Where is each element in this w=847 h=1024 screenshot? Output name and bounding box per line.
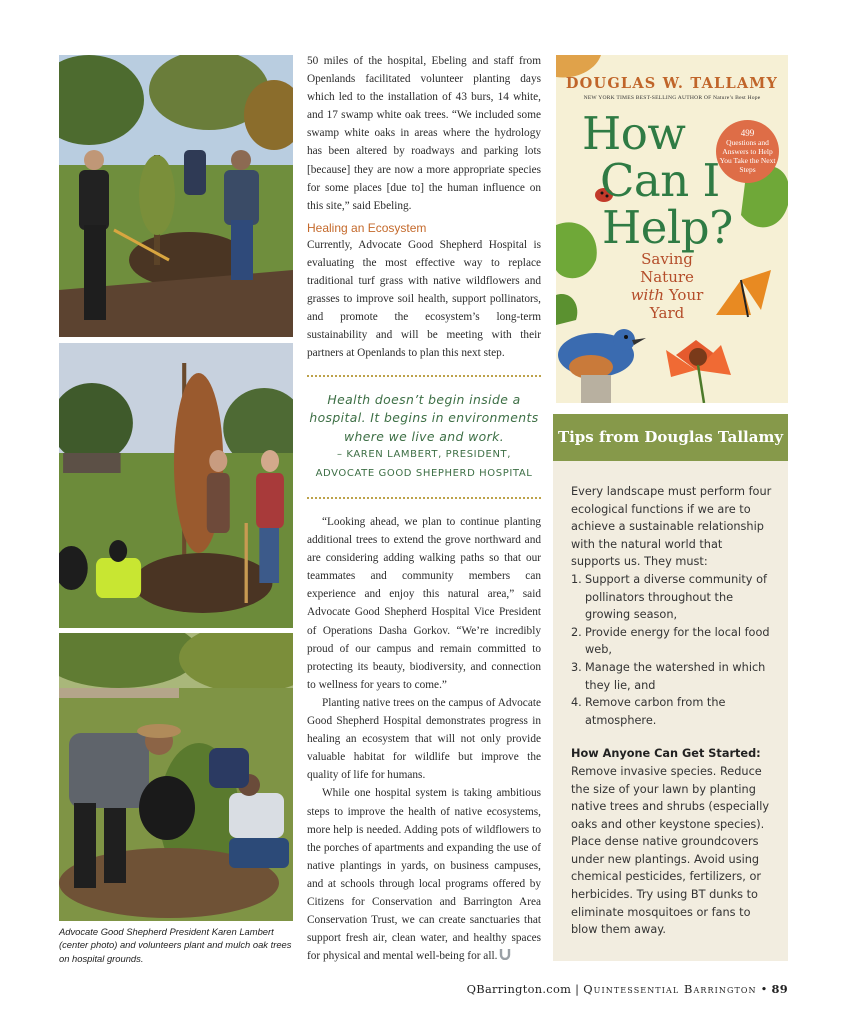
tips-heading: Tips from Douglas Tallamy — [553, 414, 788, 461]
badge-text: Questions and Answers to Help You Take the Next Steps — [719, 138, 776, 174]
list-item-text: Remove carbon from the atmosphere. — [585, 696, 726, 727]
footer-magazine-name: Quintessential Barrington — [583, 982, 757, 996]
book-title — [582, 107, 733, 254]
book-tagline: NEW YORK TIMES BEST-SELLING AUTHOR OF Nature’s Best Hope — [583, 95, 761, 101]
list-item — [571, 624, 774, 659]
list-number: 2. — [571, 625, 582, 639]
tips-intro: Every landscape must perform four ecological functions if we are to achieve a sustainable relationship with the natural world that supports us. They must: — [571, 485, 772, 569]
list-item-text: Support a diverse community of pollinators throughout the growing season, — [585, 572, 767, 622]
photo-3-illustration — [59, 633, 293, 921]
photo-2-illustration — [59, 343, 293, 628]
tips-subheading: How Anyone Can Get Started: — [571, 747, 761, 761]
photo-volunteers-mulching — [59, 633, 293, 921]
pull-quote — [307, 375, 541, 500]
article-paragraph: 50 miles of the hospital, Ebeling and staff from Openlands facilitated volunteer planting days which led to the installation of 43 burs, 14 white, and 17 swamp white oak trees. “We included some swamp white oaks in areas where the hydrology has been altered by roadways and parking lots [because] they are now a more appropriate species for some places [due to] the human influence on this site,” said Ebeling. — [307, 55, 541, 212]
book-subtitle — [612, 250, 722, 322]
page-footer — [440, 982, 788, 996]
tips-sidebar — [553, 461, 788, 961]
book-subtitle-line: Nature — [640, 268, 694, 286]
footer-site-link[interactable]: QBarrington.com — [466, 982, 572, 996]
footer-separator: | — [575, 982, 580, 996]
list-item — [571, 694, 774, 729]
list-number: 3. — [571, 660, 582, 674]
book-subtitle-line: Yard — [649, 304, 685, 322]
book-subtitle-line: Saving — [641, 250, 693, 268]
badge-number: 499 — [740, 128, 755, 138]
footer-bullet: • — [760, 982, 768, 996]
page-number: 89 — [771, 982, 788, 996]
photo-karen-lambert-planting — [59, 343, 293, 628]
photo-1-illustration — [59, 55, 293, 337]
article-paragraph: Currently, Advocate Good Shepherd Hospital is evaluating the most effective way to replace traditional turf grass with native wildflowers and grasses to improve soil health, support pollinators, and promote the ecosystem’s long-term sustainability and will be meeting with their partners at Openlands to plan this next step. — [307, 238, 541, 360]
tips-body: Remove invasive species. Reduce the size of your lawn by planting native trees and shrubs (especially oaks and other keystone species). Place dense native groundcovers under new plantings. Avoid using chemical pesticides, fertilizers, or herbicides. Try using BT dunks to eliminate mosquitoes or fans to blow them away. — [571, 764, 770, 937]
photo-caption: Advocate Good Shepherd President Karen Lambert (center photo) and volunteers plant and mulch oak trees on hospital grounds. — [59, 926, 292, 964]
book-subtitle-your: Your — [668, 286, 704, 304]
photo-volunteers-shoveling — [59, 55, 293, 337]
horseshoe-end-mark-icon — [499, 948, 511, 960]
article-column — [307, 52, 541, 965]
list-item-text: Manage the watershed in which they lie, and — [585, 660, 766, 692]
book-title-line: Help? — [602, 201, 733, 254]
article-paragraph: While one hospital system is taking ambitious steps to improve the health of native ecosystems, more help is needed. Adding pots of wildflowers to the porches of apartments and expanding the use of native plantings in yards, on business campuses, and at schools through local programs offered by Citizens for Conservation and Barrington Area Conservation Trust, we can create sanctuaries that support fresh air, clean water, and healthy spaces for physical and mental well-being for all. — [307, 787, 541, 963]
list-item-text: Provide energy for the local food web, — [585, 625, 770, 657]
article-paragraph: Planting native trees on the campus of Advocate Good Shepherd Hospital demonstrates progress in healing an ecosystem that will not only provide valuable habitat for wildlife but improve the quality of life for humans. — [307, 696, 541, 782]
book-badge — [716, 120, 779, 183]
list-item — [571, 571, 774, 624]
article-paragraph: “Looking ahead, we plan to continue planting additional trees to extend the grove northward and are considering adding walking paths so that our teammates and community members can experience and enjoy this natural area,” said Advocate Good Shepherd Hospital Vice President of Operations Dasha Gorkov. “We’re incredibly proud of our campus and remain committed to protecting its beauty, biodiversity, and connection to wellness for years to come.” — [307, 516, 541, 691]
tips-list — [571, 571, 774, 729]
book-author: DOUGLAS W. TALLAMY — [565, 75, 779, 92]
list-number: 1. — [571, 572, 582, 586]
list-number: 4. — [571, 696, 582, 710]
book-cover — [556, 55, 788, 403]
pull-quote-attribution: – KAREN LAMBERT, PRESIDENT, ADVOCATE GOOD SHEPHERD HOSPITAL — [315, 449, 533, 479]
book-subtitle-with: with — [630, 286, 665, 304]
section-heading: Healing an Ecosystem — [307, 220, 427, 235]
book-title-line: How — [582, 107, 686, 160]
book-title-line: Can I — [600, 154, 720, 207]
pull-quote-text: Health doesn’t begin inside a hospital. It begins in environments where we live and work. — [309, 391, 539, 444]
list-item — [571, 659, 774, 694]
